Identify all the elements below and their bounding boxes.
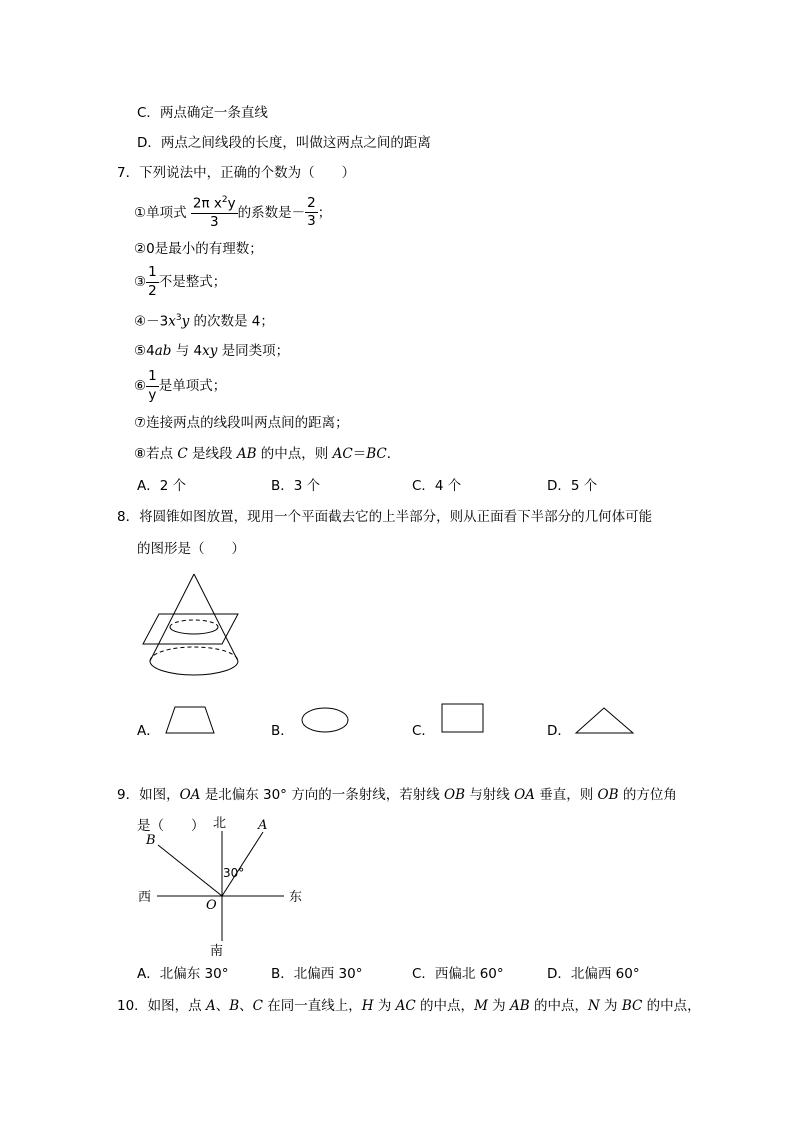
- q7-s5-t2: 与 4: [171, 343, 203, 359]
- q9-stem-line2: 是（ ）: [137, 818, 205, 834]
- q7-s3-den: 2: [148, 282, 157, 299]
- q8-option-a-label: A．: [137, 723, 160, 739]
- q7-s1-marker: ①: [134, 204, 147, 221]
- q7-s1-coef-num: 2: [305, 197, 318, 214]
- q7-s1-coef-den: 3: [307, 213, 316, 230]
- q10-v2: B: [229, 998, 240, 1014]
- q9-stem-p5: 的方位角: [618, 787, 677, 803]
- q10-stem: [117, 1000, 701, 1014]
- q8-option-c-label: C．: [412, 723, 435, 739]
- q9-stem-p4: 垂直，则: [534, 787, 598, 803]
- q10-v8: N: [587, 998, 600, 1014]
- q10-p3: 、: [239, 998, 253, 1014]
- q10-p10: 的中点，: [642, 998, 701, 1014]
- q7-option-d: D．5 个: [547, 478, 598, 494]
- q9-stem-p1: 9．如图，: [117, 787, 180, 803]
- q10-v5: AC: [395, 998, 416, 1014]
- q7-s8-t1: 若点: [146, 446, 178, 462]
- angle-label: 30°: [223, 866, 245, 880]
- q7-s8-v3: AC: [332, 446, 353, 462]
- q9-option-c: C．西偏北 60°: [412, 966, 504, 982]
- q7-option-c: C．4 个: [412, 478, 462, 494]
- q7-s4-pre: －3: [146, 313, 169, 330]
- q7-s6-marker: ⑥: [134, 378, 147, 394]
- q7-s2-text: 0是最小的有理数；: [146, 241, 263, 257]
- q7-s8-t2: 是线段: [187, 446, 237, 462]
- q7-s1-num-b: y: [227, 195, 236, 212]
- east-label: 东: [289, 890, 303, 905]
- q6-option-c: C．两点确定一条直线: [137, 105, 268, 121]
- q9-option-a: A．北偏东 30°: [137, 966, 229, 982]
- q7-s8-marker: ⑧: [134, 446, 147, 462]
- q7-s6-text: 是单项式；: [158, 378, 227, 394]
- q7-s8-t3: 的中点，则: [256, 446, 333, 462]
- q9-option-d: D．北偏西 60°: [547, 966, 640, 982]
- q7-s1-den: 3: [209, 214, 219, 230]
- point-a-label: A: [258, 818, 268, 833]
- ray-oa: [222, 832, 263, 896]
- q8-option-b-label: B．: [271, 723, 294, 739]
- q7-s1-pre: 单项式: [146, 204, 187, 221]
- q7-s2-marker: ②: [134, 241, 147, 257]
- q10-p2: 、: [215, 998, 230, 1014]
- q9-stem-v1: OA: [179, 787, 201, 803]
- q6-option-d: D．两点之间线段的长度，叫做这两点之间的距离: [137, 135, 431, 151]
- q9-stem-p3: 与射线: [465, 787, 515, 803]
- q7-s1-num-exp: 2: [221, 195, 228, 205]
- q7-s5-t1: 4: [146, 343, 155, 359]
- q7-s1-mid: 的系数是－: [237, 204, 306, 221]
- q7-s8-v1: C: [177, 446, 188, 462]
- q7-s5-v2: xy: [202, 343, 218, 359]
- q7-s3-marker: ③: [134, 274, 147, 290]
- q7-s8-t5: ．: [386, 446, 401, 462]
- q7-s3-text: 不是整式；: [158, 274, 227, 290]
- q7-option-b: B．3 个: [271, 478, 321, 494]
- q10-v6: M: [474, 998, 488, 1014]
- west-label: 西: [138, 890, 152, 905]
- q10-v1: A: [205, 998, 216, 1014]
- q7-s5-t3: 是同类项；: [217, 343, 290, 359]
- q7-s6-num: 1: [146, 370, 159, 387]
- q7-s5-marker: ⑤: [134, 343, 147, 359]
- q10-p1: 10．如图，点: [117, 998, 206, 1014]
- q10-v3: C: [252, 998, 263, 1014]
- q7-s8-t4: ＝: [352, 446, 367, 462]
- ray-ob: [158, 845, 222, 896]
- point-o-label: O: [206, 898, 217, 913]
- q9-stem-v4: OB: [597, 787, 619, 803]
- q9-option-b: B．北偏西 30°: [271, 966, 363, 982]
- q8-stem-line2: 的图形是（ ）: [137, 541, 245, 557]
- q9-stem-v3: OA: [514, 787, 535, 803]
- q10-p9: 为: [599, 998, 622, 1014]
- q7-s8-v2: AB: [236, 446, 257, 462]
- q10-p5: 为: [373, 998, 396, 1014]
- q9-stem-p2: 是北偏东 30° 方向的一条射线，若射线: [200, 787, 445, 803]
- point-b-label: B: [146, 833, 156, 848]
- north-label: 北: [213, 816, 227, 831]
- q10-p4: 在同一直线上，: [263, 998, 362, 1014]
- q7-s7-marker: ⑦: [134, 415, 147, 431]
- q7-stem: 7．下列说法中，正确的个数为（ ）: [117, 165, 356, 181]
- q7-option-a: A．2 个: [137, 478, 187, 494]
- q7-s8-v4: BC: [366, 446, 387, 462]
- q10-v7: AB: [509, 998, 530, 1014]
- q7-s4-var2: y: [181, 313, 190, 330]
- q8-option-d-label: D．: [547, 723, 571, 739]
- q7-s4-marker: ④: [134, 313, 147, 330]
- q10-v4: H: [361, 998, 374, 1014]
- q7-s3-num: 1: [146, 266, 159, 283]
- q10-p6: 的中点，: [415, 998, 475, 1014]
- q7-s4-exp: 3: [175, 313, 182, 323]
- q7-s7-text: 连接两点的线段叫两点间的距离；: [146, 415, 349, 431]
- q10-p8: 的中点，: [529, 998, 588, 1014]
- q7-s1-num-a: 2π x: [192, 195, 222, 212]
- q7-s4-text: 的次数是 4；: [189, 313, 274, 330]
- q8-stem-line1: 8．将圆锥如图放置，现用一个平面截去它的上半部分，则从正面看下半部分的几何体可能: [117, 509, 653, 525]
- q7-s6-den: y: [148, 386, 157, 403]
- q10-v9: BC: [621, 998, 643, 1014]
- q10-p7: 为: [487, 998, 510, 1014]
- q7-s1-end: ；: [317, 204, 332, 221]
- q7-s4-var1: x: [168, 313, 176, 330]
- q9-stem-v2: OB: [444, 787, 466, 803]
- south-label: 南: [210, 944, 224, 959]
- q7-s5-v1: ab: [154, 343, 172, 359]
